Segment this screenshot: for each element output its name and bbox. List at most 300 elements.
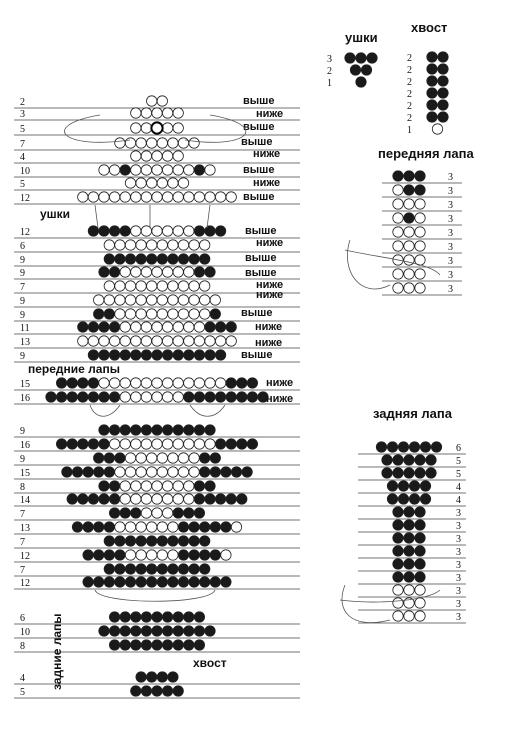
body-bead [125, 536, 135, 546]
body-bead [78, 392, 88, 402]
body-bead [94, 309, 104, 319]
front-paw-bead [393, 269, 403, 279]
body-row-count: 15 [20, 379, 30, 390]
body-bead [125, 240, 135, 250]
body-bead [205, 626, 215, 636]
body-bead [131, 322, 141, 332]
tail-bead [438, 52, 448, 62]
body-bead [141, 640, 151, 650]
tail-bead [438, 112, 448, 122]
body-bead [72, 467, 82, 477]
body-bead [194, 322, 204, 332]
body-bead [205, 494, 215, 504]
body-row-count: 9 [20, 296, 25, 307]
body-bead [184, 626, 194, 636]
ears-bead [356, 77, 366, 87]
front-paw-bead [415, 241, 425, 251]
tail-bead [432, 124, 442, 134]
body-bead [152, 392, 162, 402]
hind-paw-bead [404, 455, 414, 465]
body-bead [131, 350, 141, 360]
front-paw-bead [404, 171, 414, 181]
body-bead [141, 626, 151, 636]
body-bead [210, 309, 220, 319]
body-bead [147, 522, 157, 532]
body-bead [178, 254, 188, 264]
hind-paw-bead [387, 481, 397, 491]
body-row-direction: выше [241, 307, 273, 319]
body-bead [99, 425, 109, 435]
body-bead [141, 378, 151, 388]
body-bead [184, 640, 194, 650]
body-bead [221, 522, 231, 532]
body-bead [136, 178, 146, 188]
body-bead [109, 612, 119, 622]
body-bead [184, 481, 194, 491]
body-bead [99, 439, 109, 449]
body-bead [178, 138, 188, 148]
body-bead [157, 536, 167, 546]
tail-row-count: 2 [407, 65, 412, 76]
body-bead [125, 522, 135, 532]
body-bead [157, 281, 167, 291]
front-paw-bead [393, 241, 403, 251]
body-bead [189, 536, 199, 546]
body-bead [136, 522, 146, 532]
body-bead [115, 536, 125, 546]
front-paw-title: передняя лапа [378, 146, 474, 161]
body-bead [152, 425, 162, 435]
hind-paw-count: 3 [456, 521, 461, 532]
body-bead [147, 467, 157, 477]
front-paw-count: 3 [448, 172, 453, 183]
body-bead [67, 392, 77, 402]
body-bead [99, 626, 109, 636]
body-bead [99, 322, 109, 332]
hind-paw-bead [404, 546, 414, 556]
hind-paw-bead [415, 585, 425, 595]
body-bead [168, 453, 178, 463]
body-bead [109, 267, 119, 277]
body-bead [56, 439, 66, 449]
front-paw-bead [393, 199, 403, 209]
body-bead [189, 467, 199, 477]
front-paw-bead [404, 255, 414, 265]
body-row-direction: ниже [253, 177, 281, 189]
body-row-count: 10 [20, 166, 30, 177]
body-bead [162, 192, 172, 202]
hind-paw-count: 3 [456, 534, 461, 545]
body-row-count: 5 [20, 179, 25, 190]
body-bead [162, 439, 172, 449]
tail-bead [438, 64, 448, 74]
body-bead [141, 192, 151, 202]
body-bead [88, 439, 98, 449]
body-bead [210, 295, 220, 305]
body-bead [136, 564, 146, 574]
body-row-count: 12 [20, 551, 30, 562]
ears-title: ушки [345, 30, 378, 45]
body-bead [189, 522, 199, 532]
body-bead [162, 425, 172, 435]
front-paw-bead [415, 227, 425, 237]
body-bead [189, 309, 199, 319]
body-bead [141, 165, 151, 175]
hind-paw-bead [382, 468, 392, 478]
body-bead [152, 686, 162, 696]
body-bead [194, 350, 204, 360]
hind-paw-bead [404, 533, 414, 543]
body-bead [162, 108, 172, 118]
hind-paw-count: 5 [456, 456, 461, 467]
thread-loop [95, 590, 215, 601]
body-bead [109, 322, 119, 332]
body-row-count: 9 [20, 268, 25, 279]
body-bead [83, 522, 93, 532]
body-bead [231, 467, 241, 477]
body-bead [88, 378, 98, 388]
body-row-direction: выше [243, 121, 275, 133]
body-bead [109, 336, 119, 346]
body-bead [152, 226, 162, 236]
tail-bead [438, 100, 448, 110]
body-row-direction: ниже [255, 337, 283, 349]
front-paw-count: 3 [448, 270, 453, 281]
body-bead [99, 494, 109, 504]
hind-paw-bead [409, 481, 419, 491]
body-row-count: 9 [20, 426, 25, 437]
body-bead [88, 392, 98, 402]
hind-paw-count: 3 [456, 573, 461, 584]
body-bead [200, 281, 210, 291]
body-bead [125, 281, 135, 291]
body-bead [125, 577, 135, 587]
ears-main-label: ушки [40, 207, 71, 221]
body-bead [147, 254, 157, 264]
body-bead [184, 165, 194, 175]
body-bead [237, 392, 247, 402]
body-bead [162, 626, 172, 636]
body-row-direction: ниже [253, 148, 281, 160]
body-bead [152, 640, 162, 650]
body-bead [200, 550, 210, 560]
body-bead [78, 192, 88, 202]
front-paw-bead [415, 283, 425, 293]
body-bead [141, 151, 151, 161]
body-bead [173, 378, 183, 388]
body-bead [194, 336, 204, 346]
body-bead [194, 481, 204, 491]
body-bead [104, 295, 114, 305]
body-bead [194, 508, 204, 518]
body-bead [215, 439, 225, 449]
body-bead [120, 439, 130, 449]
body-row-count: 7 [20, 139, 25, 150]
body-bead [200, 536, 210, 546]
tail-row-count: 2 [407, 53, 412, 64]
body-bead [162, 640, 172, 650]
body-bead [109, 439, 119, 449]
tail-bead [427, 52, 437, 62]
body-bead [104, 240, 114, 250]
body-bead [210, 550, 220, 560]
body-bead [189, 577, 199, 587]
body-bead [109, 192, 119, 202]
body-bead [120, 612, 130, 622]
body-bead [215, 350, 225, 360]
body-row-count: 11 [20, 323, 30, 334]
hind-paw-count: 3 [456, 612, 461, 623]
body-row-count: 7 [20, 282, 25, 293]
body-bead [109, 165, 119, 175]
body-bead [115, 522, 125, 532]
body-bead [178, 281, 188, 291]
body-row-count: 13 [20, 337, 30, 348]
body-bead [115, 281, 125, 291]
body-bead [152, 626, 162, 636]
body-bead [120, 640, 130, 650]
body-bead [94, 295, 104, 305]
body-row-direction: выше [243, 164, 275, 176]
body-bead [194, 494, 204, 504]
body-bead [194, 226, 204, 236]
body-bead [157, 453, 167, 463]
front-paw-bead [404, 269, 414, 279]
body-bead [83, 467, 93, 477]
body-bead [194, 192, 204, 202]
body-bead [141, 108, 151, 118]
body-bead [194, 378, 204, 388]
body-bead [237, 378, 247, 388]
body-row-direction: ниже [256, 108, 284, 120]
body-bead [168, 467, 178, 477]
body-bead [125, 309, 135, 319]
body-bead [131, 165, 141, 175]
body-bead [189, 564, 199, 574]
body-bead [168, 577, 178, 587]
body-bead [189, 281, 199, 291]
body-bead [78, 494, 88, 504]
body-bead [109, 494, 119, 504]
body-bead [131, 108, 141, 118]
body-bead [210, 453, 220, 463]
body-bead [136, 240, 146, 250]
body-bead [104, 522, 114, 532]
body-bead [178, 178, 188, 188]
body-bead [94, 522, 104, 532]
front-paw-bead [404, 185, 414, 195]
thread-loop [90, 405, 225, 416]
body-bead [88, 322, 98, 332]
hind-paw-bead [415, 546, 425, 556]
body-bead [115, 467, 125, 477]
body-bead [157, 240, 167, 250]
body-bead [120, 494, 130, 504]
body-bead [104, 254, 114, 264]
body-row-count: 2 [20, 97, 25, 108]
body-bead [125, 295, 135, 305]
body-bead [131, 336, 141, 346]
body-bead [189, 254, 199, 264]
body-row-count: 12 [20, 578, 30, 589]
body-row-count: 8 [20, 482, 25, 493]
body-bead [168, 138, 178, 148]
front-paw-count: 3 [448, 200, 453, 211]
body-bead [162, 378, 172, 388]
body-bead [83, 550, 93, 560]
body-bead [99, 226, 109, 236]
hind-paw-bead [404, 559, 414, 569]
body-bead [109, 392, 119, 402]
body-bead [136, 577, 146, 587]
front-paw-bead [415, 213, 425, 223]
body-row-count: 12 [20, 227, 30, 238]
body-bead [120, 392, 130, 402]
body-bead [99, 336, 109, 346]
body-bead [83, 577, 93, 587]
body-bead [152, 508, 162, 518]
body-bead [115, 295, 125, 305]
body-bead [184, 392, 194, 402]
ears-bead [350, 65, 360, 75]
body-bead [147, 178, 157, 188]
body-bead [215, 226, 225, 236]
body-bead [162, 151, 172, 161]
body-bead [147, 138, 157, 148]
body-row-count: 8 [20, 641, 25, 652]
body-bead [104, 453, 114, 463]
body-row-direction: ниже [256, 289, 284, 301]
body-bead [205, 336, 215, 346]
tail-bead [438, 76, 448, 86]
body-bead [131, 151, 141, 161]
body-bead [226, 192, 236, 202]
body-bead [173, 425, 183, 435]
body-bead [152, 350, 162, 360]
body-bead [200, 522, 210, 532]
hind-paw-bead [393, 520, 403, 530]
body-bead [173, 123, 183, 133]
body-bead [136, 281, 146, 291]
hind-paw-bead [398, 494, 408, 504]
ears-bead [345, 53, 355, 63]
front-paw-bead [415, 269, 425, 279]
body-bead [147, 295, 157, 305]
body-bead [136, 536, 146, 546]
ears-row-count: 3 [327, 54, 332, 65]
body-bead [131, 686, 141, 696]
body-bead [115, 550, 125, 560]
body-bead [157, 564, 167, 574]
body-row-count: 10 [20, 627, 30, 638]
body-bead [136, 672, 146, 682]
body-bead [205, 226, 215, 236]
body-bead [184, 350, 194, 360]
body-bead [109, 350, 119, 360]
body-bead [141, 392, 151, 402]
body-row-count: 7 [20, 509, 25, 520]
body-bead [157, 254, 167, 264]
front-paw-bead [404, 241, 414, 251]
body-bead [173, 322, 183, 332]
body-bead [162, 392, 172, 402]
body-bead [141, 123, 151, 133]
body-bead [104, 467, 114, 477]
body-bead [131, 494, 141, 504]
body-bead [168, 178, 178, 188]
body-bead [162, 336, 172, 346]
hind-paw-bead [426, 468, 436, 478]
body-bead [221, 550, 231, 560]
body-bead [120, 226, 130, 236]
body-bead [141, 494, 151, 504]
body-bead [194, 640, 204, 650]
front-paw-bead [393, 171, 403, 181]
body-bead [72, 522, 82, 532]
body-bead [99, 392, 109, 402]
body-bead [131, 640, 141, 650]
body-bead [141, 336, 151, 346]
body-bead [136, 453, 146, 463]
body-row-direction: выше [241, 349, 273, 361]
body-bead [115, 564, 125, 574]
body-bead [221, 577, 231, 587]
body-bead [184, 439, 194, 449]
body-bead [109, 626, 119, 636]
body-bead [109, 640, 119, 650]
body-bead [157, 577, 167, 587]
body-bead [125, 550, 135, 560]
body-row-count: 9 [20, 255, 25, 266]
body-bead [147, 536, 157, 546]
body-bead [205, 192, 215, 202]
body-row-direction: ниже [256, 279, 284, 291]
body-bead [178, 577, 188, 587]
body-bead [215, 378, 225, 388]
body-bead [136, 254, 146, 264]
body-bead [125, 178, 135, 188]
body-bead [109, 378, 119, 388]
body-bead [88, 350, 98, 360]
body-bead [215, 392, 225, 402]
body-bead [131, 439, 141, 449]
body-bead [120, 322, 130, 332]
body-bead [168, 281, 178, 291]
body-bead [141, 425, 151, 435]
body-row-count: 6 [20, 241, 25, 252]
ears-row-count: 2 [327, 66, 332, 77]
body-bead [205, 439, 215, 449]
body-bead [88, 226, 98, 236]
body-bead [184, 192, 194, 202]
hind-paws-label: задние лапы [50, 613, 64, 690]
body-bead [152, 439, 162, 449]
body-bead [115, 254, 125, 264]
body-bead [173, 267, 183, 277]
hind-paw-bead [404, 520, 414, 530]
body-bead [157, 295, 167, 305]
thread-loop [345, 240, 440, 289]
ears-bead [367, 53, 377, 63]
ears-bead [361, 65, 371, 75]
body-bead [152, 151, 162, 161]
body-bead [184, 612, 194, 622]
body-bead [247, 392, 257, 402]
body-bead [200, 295, 210, 305]
body-bead [120, 481, 130, 491]
tail-bead [427, 112, 437, 122]
body-bead [94, 550, 104, 560]
